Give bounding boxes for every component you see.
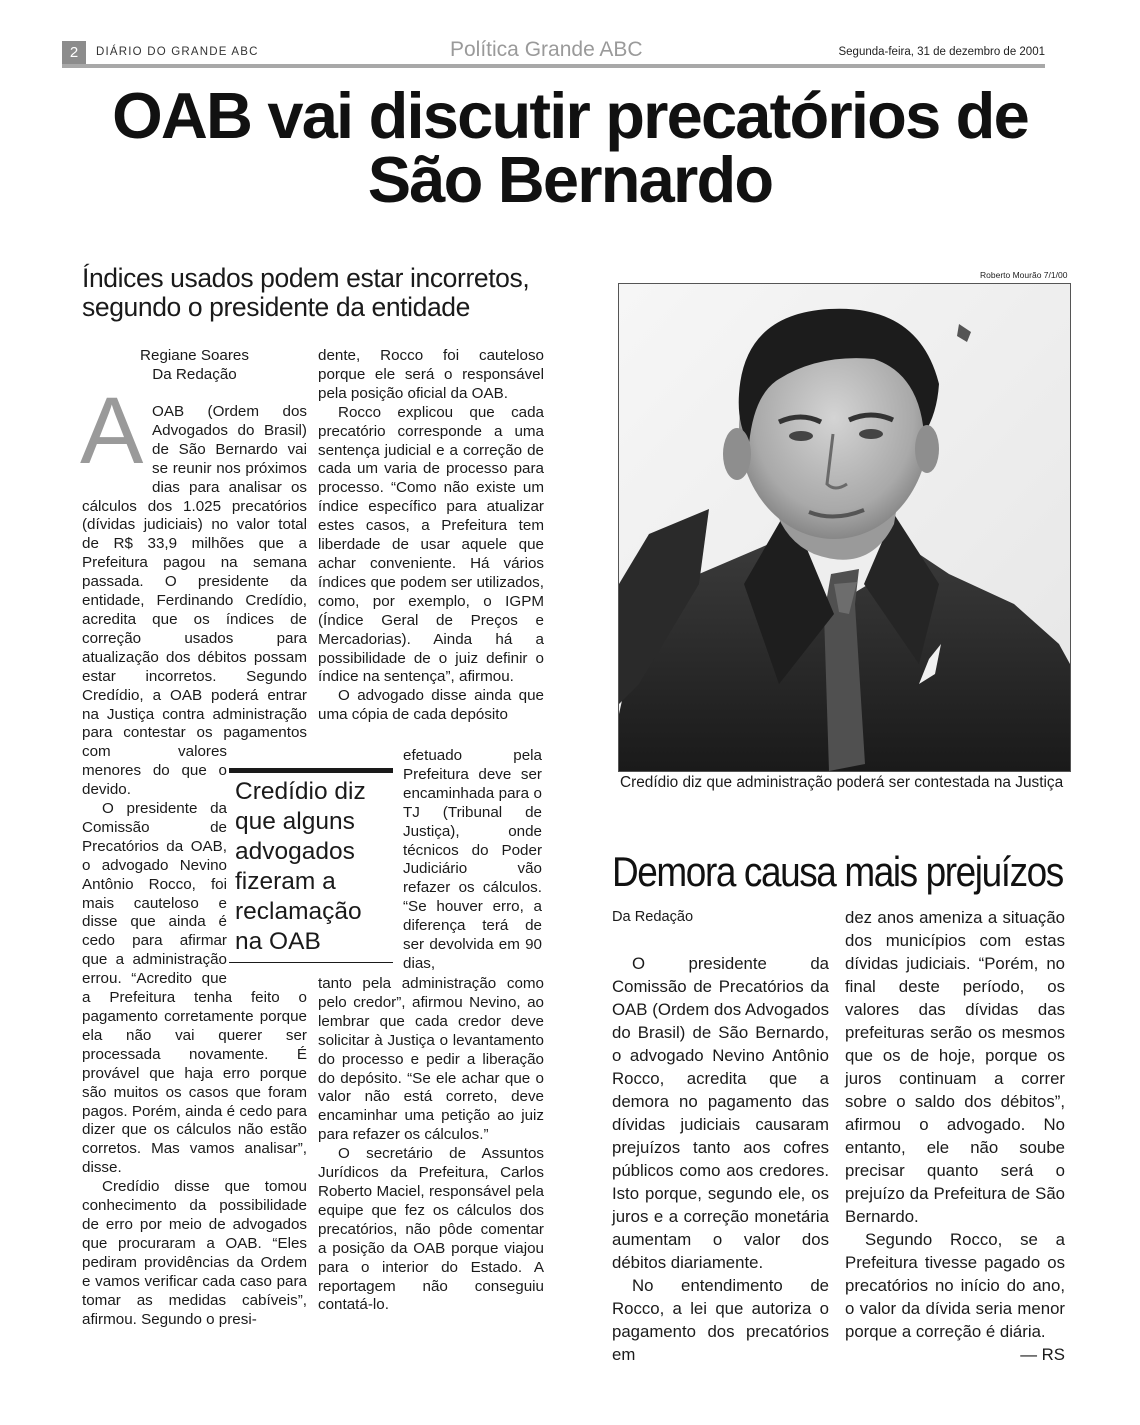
article-paragraph: Credídio disse que tomou conhecimento da possibilidade de erro por meio de advogados que procuraram a OAB. “Eles pediram providências da Ordem e vamos verificar cada caso para tomar as medidas cabíveis”, afirmou. Segundo o presi- [82, 1178, 307, 1328]
photo-credit: Roberto Mourão 7/1/00 [980, 270, 1068, 280]
article-paragraph: O secretário de Assuntos Jurídicos da Prefeitura, Carlos Roberto Maciel, responsável pela equipe que fez os cálculos dos precatórios, não pôde comentar a posição da OAB porque viajou para o interior do Estado. A reportagem não conseguiu contatá-lo. [318, 1145, 544, 1314]
paper-name: DIÁRIO DO GRANDE ABC [96, 46, 259, 58]
headline-line-1: OAB vai discutir precatórios de [112, 79, 1028, 152]
side-story-column-1 [612, 952, 829, 1366]
article-paragraph: dez anos ameniza a situação dos municípios com estas dívidas judiciais. “Porém, no final deste período, os valores das dívidas das prefeituras serão os mesmos que os de hoje, porque os juros continuam a correr sobre o saldo dos débitos”, afirmou o advogado. No entanto, ele não soube precisar quanto será o prejuízo da Prefeitura de São Bernardo. [845, 908, 1065, 1226]
article-paragraph: tanto pela administração como pelo credor”, afirmou Nevino, ao lembrar que cada credor deve solicitar à Justiça o levantamento do processo e pedir a liberação do depósito. “Se ele achar que o valor não está correto, deve encaminhar uma petição ao juiz para refazer os cálculos.” [318, 975, 544, 1144]
side-story-column-2 [845, 906, 1065, 1366]
subheadline-line-1: Índices usados podem estar incorretos, [82, 263, 530, 293]
article-paragraph: OAB (Ordem dos Advogados do Brasil) de São Bernardo vai se reunir nos próximos dias para analisar os cálculos dos 1.025 precatórios (dívidas judiciais) no valor total de R$ 33,9 milhões que a Prefeitura pagou na semana passada. O presidente da entidade, Ferdinando Credídio, acredita que os índices de correção usados para atualização dos débitos possam estar incorretos. Segundo Credídio, a OAB poderá entrar na Justiça contra administração para contestar os pagamentos com valores menores do que o devido. [82, 403, 307, 799]
portrait-photo [618, 283, 1071, 772]
subheadline-line-2: segundo o presidente da entidade [82, 292, 470, 322]
article-paragraph: O presidente da Comissão de Precatórios da OAB, o advogado Nevino Antônio Rocco, foi mais cauteloso e disse que ainda é cedo para afirmar que a administração errou. “Acredito que a Prefeitura tenha feito o pagamento corretamente porque ela não vai querer ser processada novamente. É provável que haja erro porque são muitos os casos que foram pagos. Porém, ainda é cedo para dizer que os cálculos não estão corretos. Mas vamos analisar”, disse. [82, 800, 307, 1177]
author-name: Regiane Soares [140, 347, 249, 364]
edition-date: Segunda-feira, 31 de dezembro de 2001 [838, 46, 1045, 58]
drop-cap: A [80, 378, 144, 484]
article-paragraph: efetuado pela Prefeitura deve ser encaminhada para o TJ (Tribunal de Justiça), onde técnicos do Poder Judiciário vão refazer os cálculos. “Se houver erro, a diferença terá de ser devolvida em 90 dias, [403, 747, 542, 972]
article-paragraph-text: Segundo Rocco, se a Prefeitura tivesse pagado os precatórios no início do ano, o valor da dívida seria menor porque a correção é diária. [845, 1230, 1065, 1341]
article-paragraph: O advogado disse ainda que uma cópia de cada depósito [318, 687, 544, 724]
portrait-photo-image [619, 284, 1070, 771]
section-name: Política Grande ABC [450, 38, 643, 61]
article-paragraph: No entendimento de Rocco, a lei que autoriza o pagamento dos precatórios em [612, 1276, 829, 1364]
headline-line-2: São Bernardo [367, 143, 773, 216]
page-header [62, 38, 1045, 68]
article-paragraph: O presidente da Comissão de Precatórios da OAB (Ordem dos Advogados do Brasil) de São Bernardo, o advogado Nevino Antônio Rocco, acredita que a demora no pagamento das dívidas judiciais causaram prejuízos tanto aos cofres públicos como aos credores. Isto porque, segundo ele, os juros e a correção monetária aumentam o valor dos débitos diariamente. [612, 954, 829, 1272]
article-column-2-top [318, 347, 544, 725]
main-headline [40, 79, 1100, 216]
side-story-headline: Demora causa mais prejuízos [612, 848, 1063, 895]
article-paragraph: dente, Rocco foi cauteloso porque ele será o responsável pela posição oficial da OAB. [318, 347, 544, 402]
subheadline [82, 264, 582, 322]
side-story-desk: Da Redação [612, 909, 694, 925]
article-paragraph [845, 1228, 1065, 1364]
header-rule [62, 64, 1045, 68]
drop-cap-spacer [82, 403, 152, 479]
article-column-2-bottom [318, 975, 544, 1315]
author-desk: Da Redação [152, 365, 237, 383]
photo-caption: Credídio diz que administração poderá ser contestada na Justiça [620, 774, 1064, 791]
page-number: 2 [62, 41, 86, 65]
article-paragraph: Rocco explicou que cada precatório corresponde a uma sentença judicial e a correção de cada um varia de processo para processo. “Como não existe um índice específico para atualizar estes casos, a Prefeitura tem liberdade de usar aquele que achar conveniente. Há vários índices que podem ser utilizados, como, por exemplo, o IGPM (Índice Geral de Preços e Mercadorias). Ainda há a possibilidade de o juiz definir o índice na sentença”, afirmou. [318, 403, 544, 686]
article-column-2-middle [403, 747, 542, 974]
sign-off: — RS [1020, 1345, 1065, 1364]
pull-quote: Credídio diz que alguns advogados fizeram a reclamação na OAB [229, 768, 393, 963]
